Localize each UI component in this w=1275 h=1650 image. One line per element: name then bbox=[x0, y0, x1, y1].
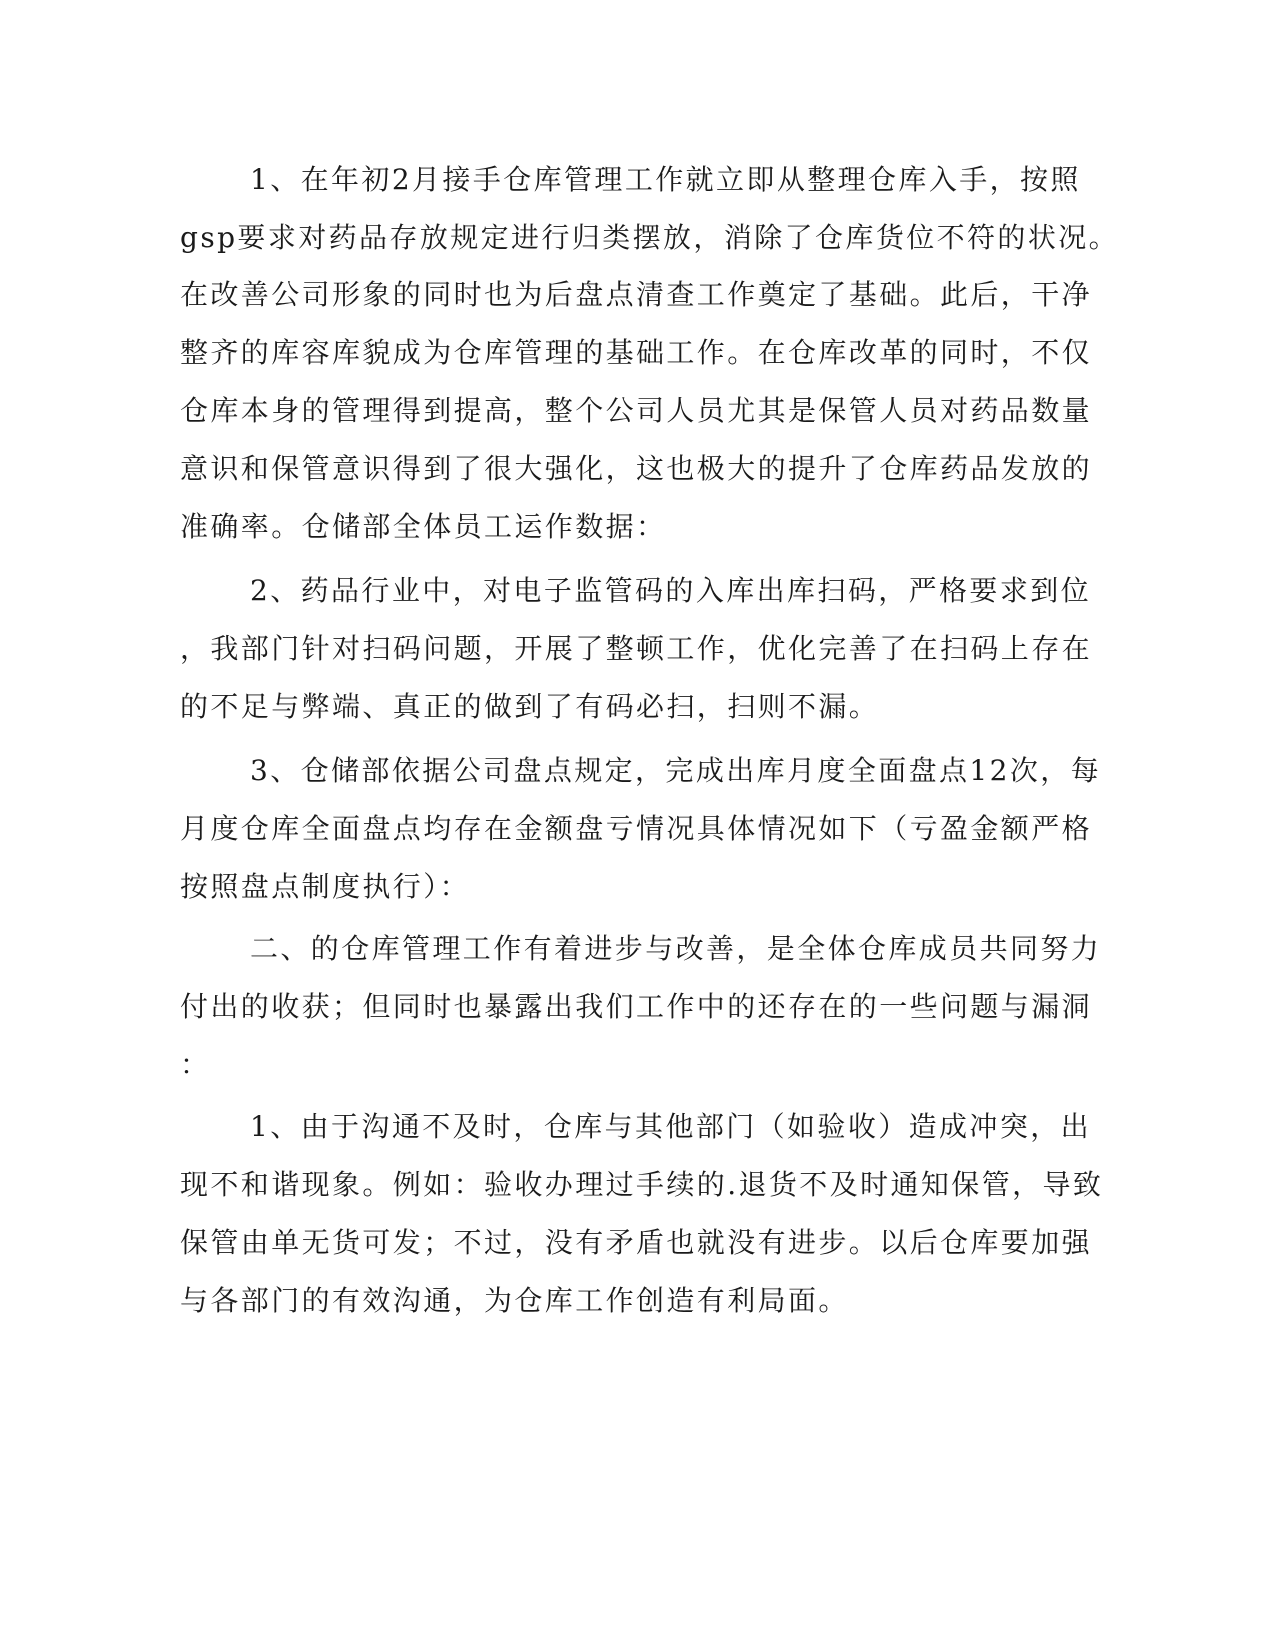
text-line-13: 按照盘点制度执行）： bbox=[180, 870, 471, 903]
text-line-18: 现不和谐现象。例如：验收办理过手续的.退货不及时通知保管，导致 bbox=[180, 1168, 1104, 1201]
text-line-2: gsp要求对药品存放规定进行归类摆放，消除了仓库货位不符的状况。 bbox=[180, 221, 1120, 254]
text-line-20: 与各部门的有效沟通，为仓库工作创造有利局面。 bbox=[180, 1284, 849, 1317]
text-line-6: 意识和保管意识得到了很大强化，这也极大的提升了仓库药品发放的 bbox=[180, 452, 1093, 485]
text-line-12: 月度仓库全面盘点均存在金额盘亏情况具体情况如下（亏盈金额严格 bbox=[180, 812, 1093, 845]
text-line-17: 1、由于沟通不及时，仓库与其他部门（如验收）造成冲突，出 bbox=[250, 1110, 1092, 1143]
text-line-3: 在改善公司形象的同时也为后盘点清查工作奠定了基础。此后，干净 bbox=[180, 278, 1093, 311]
text-line-19: 保管由单无货可发；不过，没有矛盾也就没有进步。以后仓库要加强 bbox=[180, 1226, 1093, 1259]
text-line-4: 整齐的库容库貌成为仓库管理的基础工作。在仓库改革的同时，不仅 bbox=[180, 336, 1093, 369]
text-line-15: 付出的收获；但同时也暴露出我们工作中的还存在的一些问题与漏洞 bbox=[180, 990, 1093, 1023]
text-line-5: 仓库本身的管理得到提高，整个公司人员尤其是保管人员对药品数量 bbox=[180, 394, 1093, 427]
text-line-7: 准确率。仓储部全体员工运作数据： bbox=[180, 510, 667, 543]
text-line-9: ，我部门针对扫码问题，开展了整顿工作，优化完善了在扫码上存在 bbox=[180, 632, 1093, 665]
text-line-8: 2、药品行业中，对电子监管码的入库出库扫码，严格要求到位 bbox=[250, 574, 1092, 607]
text-line-14: 二、的仓库管理工作有着进步与改善，是全体仓库成员共同努力 bbox=[250, 932, 1102, 965]
text-line-10: 的不足与弊端、真正的做到了有码必扫，扫则不漏。 bbox=[180, 690, 880, 723]
text-line-11: 3、仓储部依据公司盘点规定，完成出库月度全面盘点12次，每 bbox=[250, 754, 1102, 787]
text-line-1: 1、在年初2月接手仓库管理工作就立即从整理仓库入手，按照 bbox=[250, 163, 1081, 196]
text-line-16: ： bbox=[180, 1048, 211, 1081]
